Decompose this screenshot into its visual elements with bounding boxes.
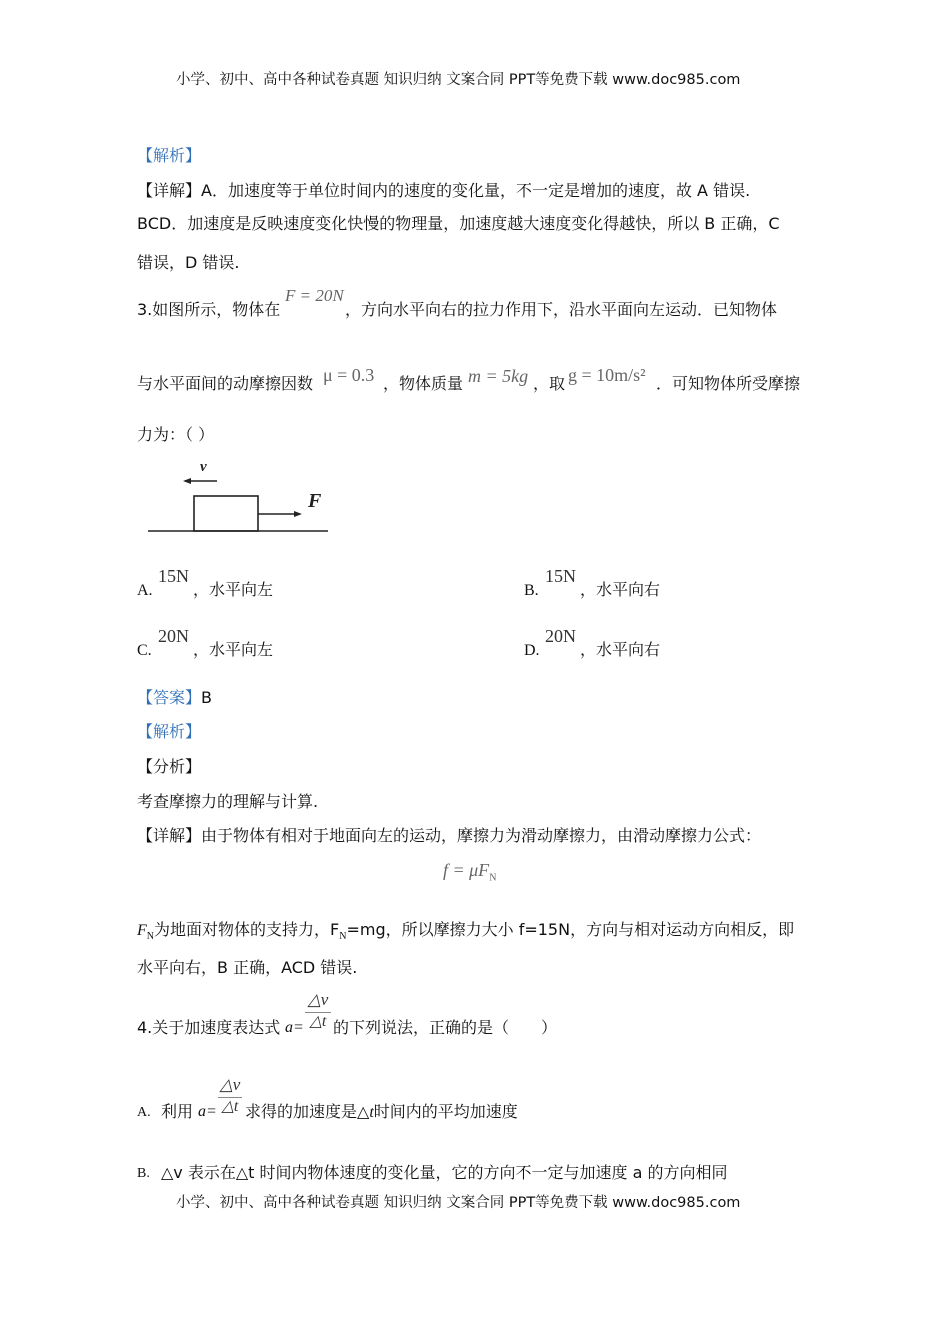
q3-mu-formula: μ = 0.3 bbox=[323, 365, 375, 385]
q3-conclusion-line1 bbox=[137, 920, 794, 947]
q4-frac-den: △t bbox=[309, 1013, 327, 1030]
q3-analysis-tag: 【解析】 bbox=[137, 722, 202, 741]
q3-figure bbox=[140, 452, 340, 538]
q3-option-a-text[interactable]: ，水平向左 bbox=[193, 580, 274, 599]
q3-force-formula: F = 20N bbox=[285, 286, 344, 305]
velocity-label: v bbox=[200, 459, 207, 475]
q3-friction-formula bbox=[443, 860, 496, 884]
q3-detail-text: 【详解】由于物体有相对于地面向左的运动，摩擦力为滑动摩擦力，由滑动摩擦力公式： bbox=[137, 826, 762, 845]
q3-conclusion-text-b: =mg，所以摩擦力大小 f=15N，方向与相对运动方向相反，即 bbox=[346, 920, 795, 939]
page-footer: 小学、初中、高中各种试卷真题 知识归纳 文案合同 PPT等免费下载 www.doc985.com bbox=[176, 1195, 741, 1211]
q4-option-a-frac-den: △t bbox=[221, 1098, 239, 1115]
q3-option-b-value[interactable]: 15N bbox=[545, 566, 576, 586]
q3-stem-b: ，方向水平向右的拉力作用下，沿水平面向左运动．已知物体 bbox=[345, 300, 778, 319]
q3-option-c-value[interactable]: 20N bbox=[158, 626, 189, 646]
q3-formula-main: f = μF bbox=[443, 860, 490, 880]
q3-answer-value: B bbox=[201, 688, 212, 707]
q4-option-a-eq[interactable]: a= bbox=[198, 1103, 217, 1120]
q4-option-b-letter[interactable]: B. bbox=[137, 1166, 150, 1181]
q4-option-a-text-c: 时间内的平均加速度 bbox=[373, 1102, 518, 1121]
q3-g-formula: g = 10m/s² bbox=[568, 365, 646, 385]
q3-answer-tag: 【答案】 bbox=[137, 688, 202, 707]
q3-option-d-letter[interactable]: D. bbox=[524, 642, 540, 659]
q2-detail-line1: 【详解】A．加速度等于单位时间内的速度的变化量，不一定是增加的速度，故 A 错误. bbox=[137, 181, 751, 200]
velocity-arrowhead bbox=[183, 478, 191, 484]
q3-option-d-value[interactable]: 20N bbox=[545, 626, 576, 646]
q3-stem-a: 3.如图所示，物体在 bbox=[137, 300, 281, 319]
q3-conclusion-f: F bbox=[137, 922, 147, 939]
q3-answer-line bbox=[137, 688, 212, 708]
q3-stem-c: 与水平面间的动摩擦因数 bbox=[137, 374, 314, 393]
q3-option-a-letter[interactable]: A. bbox=[137, 582, 153, 599]
q4-frac-num: △v bbox=[307, 990, 329, 1009]
q2-analysis-tag: 【解析】 bbox=[137, 146, 202, 165]
q4-option-a-text-a[interactable]: 利用 bbox=[161, 1102, 194, 1121]
q3-option-b-letter[interactable]: B. bbox=[524, 582, 539, 599]
page-header: 小学、初中、高中各种试卷真题 知识归纳 文案合同 PPT等免费下载 www.doc985.com bbox=[176, 72, 741, 88]
q4-option-a-t: t bbox=[369, 1104, 374, 1121]
q3-stem-g: 力为：（ ） bbox=[137, 425, 215, 444]
q4-option-a-text-b[interactable] bbox=[245, 1102, 518, 1123]
q3-mass-formula: m = 5kg bbox=[468, 366, 529, 386]
q4-stem-b: 的下列说法，正确的是（ ） bbox=[333, 1018, 558, 1037]
q4-option-a-letter[interactable]: A. bbox=[137, 1105, 151, 1120]
q4-option-a-text-b1: 求得的加速度是△ bbox=[245, 1102, 370, 1121]
q3-option-c-text[interactable]: ，水平向左 bbox=[193, 640, 274, 659]
block bbox=[194, 496, 258, 531]
q3-conclusion-line2: 水平向右，B 正确，ACD 错误. bbox=[137, 958, 358, 977]
q3-option-c-letter[interactable]: C. bbox=[137, 642, 152, 659]
q3-stem-d: ，物体质量 bbox=[383, 374, 464, 393]
q3-conclusion-text-a: 为地面对物体的支持力，F bbox=[154, 920, 340, 939]
q2-detail-line2: BCD．加速度是反映速度变化快慢的物理量，加速度越大速度变化得越快，所以 B 正确，C bbox=[137, 214, 780, 233]
q4-option-a-fraction[interactable] bbox=[218, 1075, 242, 1116]
q3-fenxi-text: 考查摩擦力的理解与计算. bbox=[137, 792, 319, 811]
q4-a-eq: a= bbox=[285, 1019, 304, 1036]
q4-option-a-frac-num: △v bbox=[219, 1075, 241, 1094]
q3-formula-sub: N bbox=[489, 872, 497, 884]
force-label: F bbox=[308, 490, 322, 512]
q3-option-a-value[interactable]: 15N bbox=[158, 566, 189, 586]
force-arrowhead bbox=[294, 511, 302, 517]
q4-option-b-text[interactable]: △v 表示在△t 时间内物体速度的变化量，它的方向不一定与加速度 a 的方向相同 bbox=[161, 1163, 728, 1182]
q4-fraction bbox=[305, 990, 331, 1031]
q3-fenxi-tag: 【分析】 bbox=[137, 757, 202, 776]
q4-stem-a: 4.关于加速度表达式 bbox=[137, 1018, 281, 1037]
q3-conclusion-sub2: N bbox=[339, 931, 347, 943]
q3-option-b-text[interactable]: ，水平向右 bbox=[580, 580, 661, 599]
q3-stem-f: ．可知物体所受摩擦 bbox=[656, 374, 801, 393]
q3-conclusion-sub: N bbox=[146, 931, 155, 943]
q3-option-d-text[interactable]: ，水平向右 bbox=[580, 640, 661, 659]
q3-stem-e: ，取 bbox=[533, 374, 566, 393]
q2-detail-line3: 错误，D 错误. bbox=[137, 253, 240, 272]
